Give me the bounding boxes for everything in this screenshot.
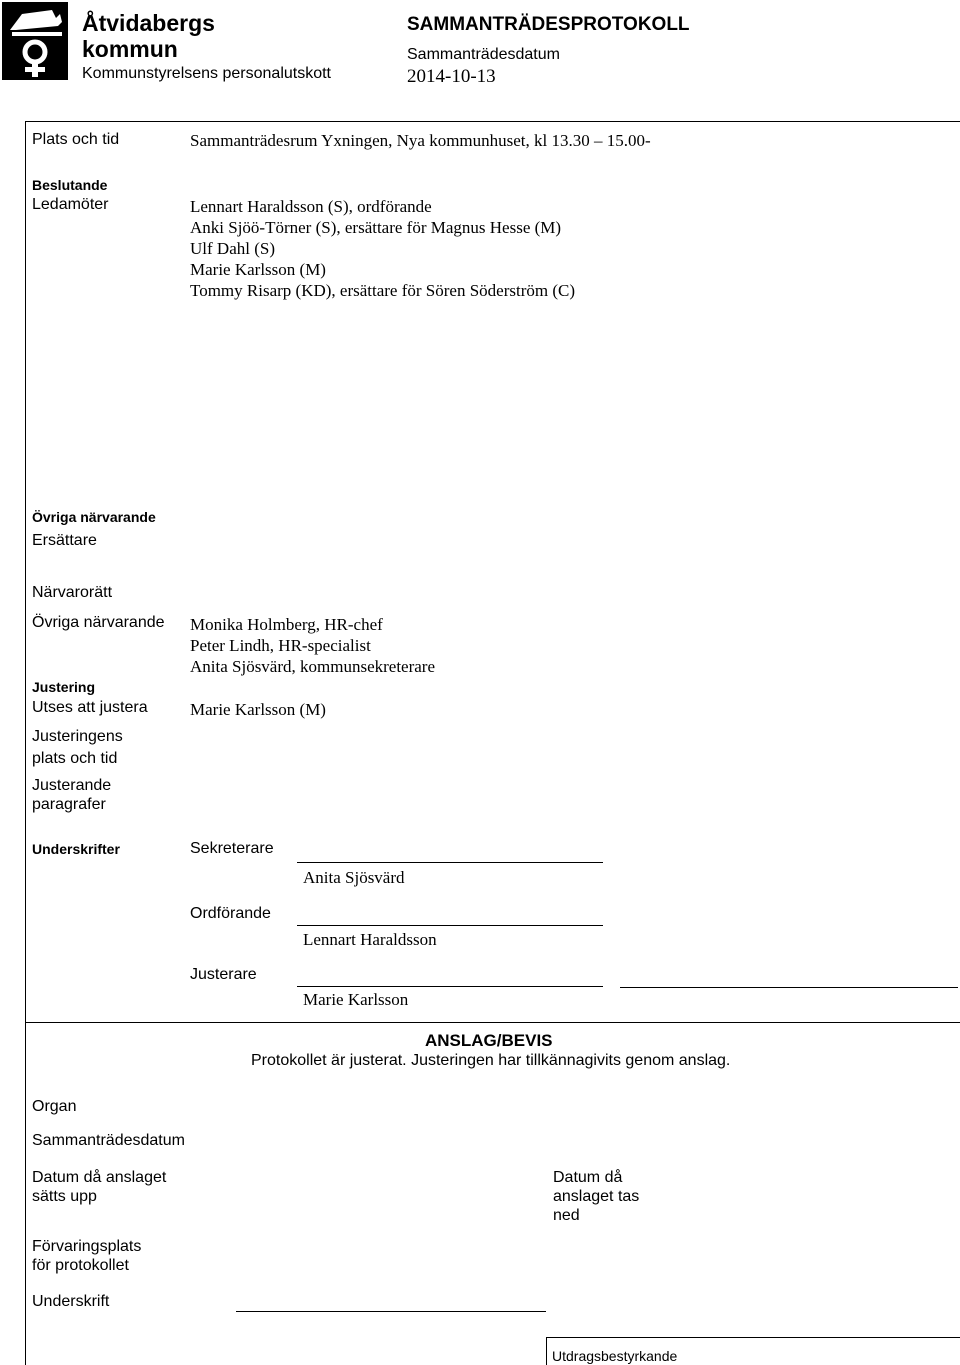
- ovriga-list: [190, 614, 435, 677]
- list-item: Monika Holmberg, HR-chef: [190, 615, 383, 634]
- sekreterare-label: Sekreterare: [190, 840, 274, 857]
- justerande-label-2: paragrafer: [32, 796, 106, 813]
- ovriga-label: Övriga närvarande: [32, 614, 165, 631]
- narvaroratt-label: Närvarorätt: [32, 584, 113, 601]
- utses-value: Marie Karlsson (M): [190, 700, 326, 719]
- ordforande-signature-line: [297, 925, 603, 926]
- plats-label: Plats och tid: [32, 131, 120, 148]
- list-item: Marie Karlsson (M): [190, 260, 326, 279]
- extra-signature-line: [620, 987, 958, 988]
- anslag-divider: [25, 1022, 960, 1023]
- ordforande-name: Lennart Haraldsson: [303, 930, 437, 949]
- sekreterare-name: Anita Sjösvärd: [303, 868, 405, 887]
- list-item: Anki Sjöö-Törner (S), ersättare för Magnus Hesse (M): [190, 218, 562, 237]
- list-item: Anita Sjösvärd, kommunsekreterare: [190, 657, 436, 676]
- frame-left-border: [25, 121, 26, 1365]
- logo-title-1: Åtvidabergs: [82, 10, 215, 36]
- uppsatt-label-1: Datum då anslaget: [32, 1169, 167, 1186]
- ersattare-label: Ersättare: [32, 532, 97, 549]
- sekreterare-signature-line: [297, 862, 603, 863]
- list-item: Peter Lindh, HR-specialist: [190, 636, 371, 655]
- beslutande-header: Beslutande: [32, 177, 108, 193]
- utdragsbestyrkande-label: Utdragsbestyrkande: [552, 1348, 678, 1364]
- protocol-title: SAMMANTRÄDESPROTOKOLL: [407, 14, 690, 35]
- nedtagen-label-1: Datum då: [553, 1169, 623, 1186]
- justering-header: Justering: [32, 679, 96, 695]
- list-item: Tommy Risarp (KD), ersättare för Sören Söderström (C): [190, 281, 575, 300]
- municipality-emblem-icon: [0, 0, 80, 82]
- nedtagen-label-3: ned: [553, 1207, 580, 1224]
- ledamoter-label: Ledamöter: [32, 196, 109, 213]
- logo: [0, 0, 80, 82]
- forvaring-label-2: för protokollet: [32, 1257, 129, 1274]
- meeting-date: 2014-10-13: [407, 66, 496, 87]
- nedtagen-label-2: anslaget tas: [553, 1188, 640, 1205]
- meeting-date-label: Sammanträdesdatum: [407, 46, 560, 63]
- organ-label: Organ: [32, 1098, 77, 1115]
- list-item: Lennart Haraldsson (S), ordförande: [190, 197, 432, 216]
- forvaring-label-1: Förvaringsplats: [32, 1238, 142, 1255]
- underskrifter-header: Underskrifter: [32, 841, 120, 857]
- justeringens-label-1: Justeringens: [32, 728, 123, 745]
- justerare-label: Justerare: [190, 966, 257, 983]
- underskrift-signature-line: [236, 1311, 546, 1312]
- justerande-label-1: Justerande: [32, 777, 112, 794]
- uppsatt-label-2: sätts upp: [32, 1188, 97, 1205]
- anslag-title: ANSLAG/BEVIS: [425, 1031, 553, 1050]
- ovriga-header: Övriga närvarande: [32, 509, 156, 525]
- list-item: Ulf Dahl (S): [190, 239, 275, 258]
- ordforande-label: Ordförande: [190, 905, 271, 922]
- justeringens-label-2: plats och tid: [32, 750, 118, 767]
- underskrift-label: Underskrift: [32, 1293, 110, 1310]
- logo-title-2: kommun: [82, 36, 178, 62]
- anslag-date-label: Sammanträdesdatum: [32, 1132, 185, 1149]
- justerare-name: Marie Karlsson: [303, 990, 409, 1009]
- anslag-text: Protokollet är justerat. Justeringen har tillkännagivits genom anslag.: [251, 1052, 731, 1069]
- justerare-signature-line: [297, 986, 603, 987]
- utses-label: Utses att justera: [32, 699, 148, 716]
- ledamoter-list: [190, 196, 575, 301]
- frame-top-border: [25, 121, 960, 122]
- plats-value: Sammanträdesrum Yxningen, Nya kommunhuset, kl 13.30 – 15.00-: [190, 131, 651, 150]
- logo-subtitle: Kommunstyrelsens personalutskott: [82, 65, 331, 82]
